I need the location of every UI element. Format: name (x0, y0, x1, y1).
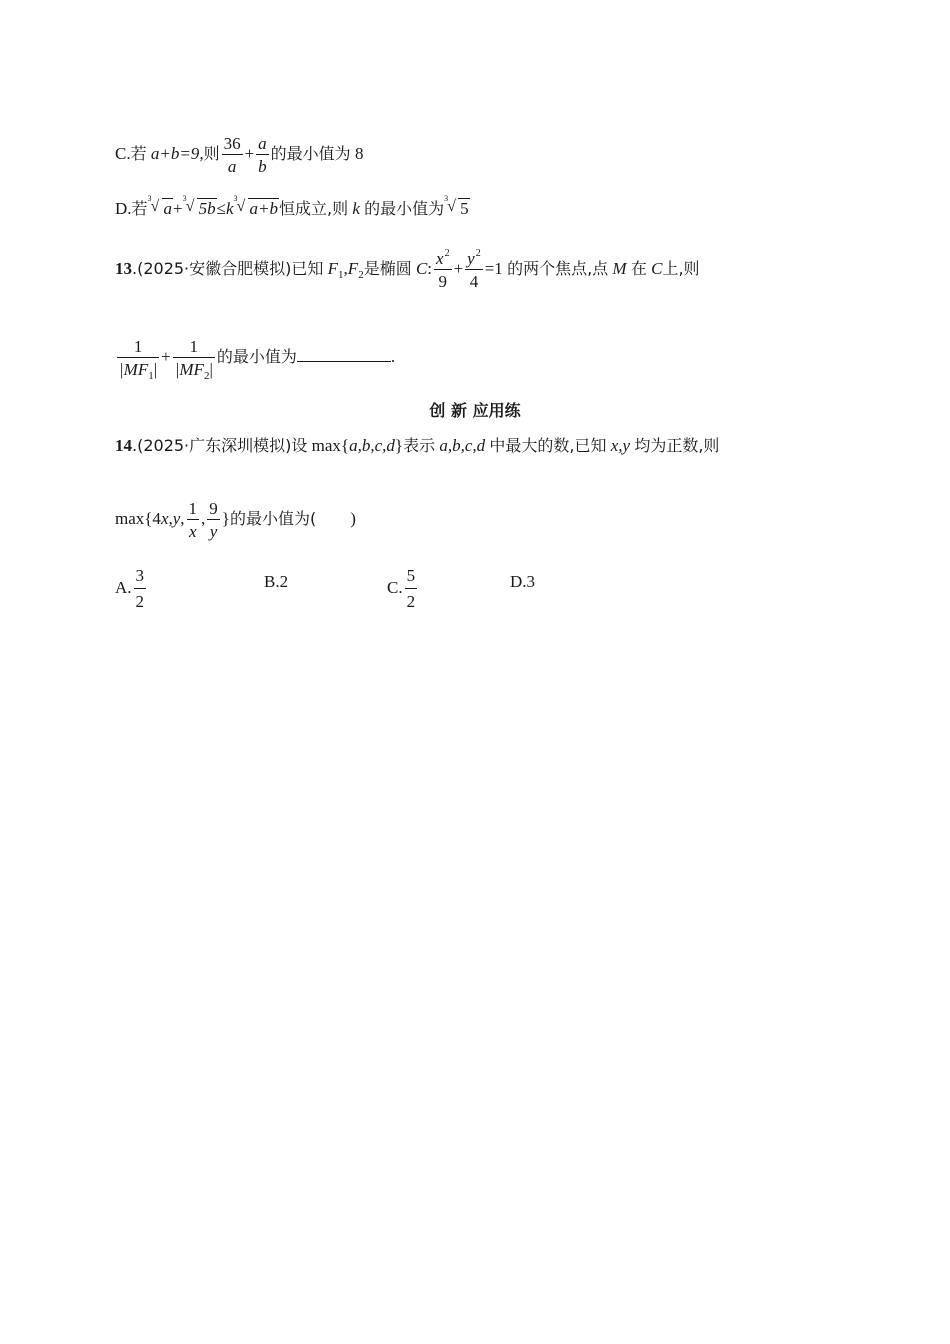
min-value: 8 (354, 143, 364, 163)
denominator: y (207, 519, 220, 540)
numerator: 9 (209, 499, 218, 518)
cube-root-a (147, 194, 174, 218)
abs-bar: | (153, 360, 158, 379)
plus-sign: + (173, 199, 183, 218)
fraction-1-over-mf2 (173, 337, 215, 382)
plus-sign: + (161, 346, 171, 366)
text-given: 已知 (291, 258, 324, 278)
denominator: 2 (405, 588, 418, 612)
text-on: 在 (630, 258, 647, 278)
ellipse-c: C (415, 258, 428, 278)
vars-abcd: a,b,c,d (349, 436, 395, 455)
text-then: 则 (203, 143, 220, 163)
plus-sign: + (453, 258, 464, 278)
radical-sign: √ (150, 198, 160, 215)
exponent: 2 (475, 248, 481, 259)
radicand: a (163, 199, 173, 218)
cube-root-5b (182, 194, 217, 218)
text-positive: 均为正数,则 (634, 436, 720, 455)
ellipse-c: C (651, 258, 663, 278)
choice-value: 3 (526, 572, 536, 591)
exponent: 2 (444, 248, 450, 259)
vars-xy: x,y (610, 436, 631, 455)
subscript: 1 (148, 370, 154, 382)
question-source: .(2025·广东深圳模拟) (132, 436, 292, 455)
k-var: k (352, 199, 360, 218)
denominator-mf: |MF (119, 360, 149, 379)
fraction-y2-over-4 (465, 250, 483, 290)
condition-expr: a+b=9 (150, 143, 200, 163)
text-is-ellipse: 是椭圆 (363, 258, 412, 278)
question-number: 13 (115, 258, 132, 278)
brace-close: } (221, 508, 230, 528)
text-two-foci: 的两个焦点,点 (507, 258, 609, 278)
choice-value: 2 (279, 572, 289, 591)
option-c-line (115, 135, 363, 175)
abs-bar: | (209, 360, 213, 379)
radicand: 5b (198, 199, 216, 218)
text-largest: 中最大的数,已知 (489, 436, 607, 455)
fraction-1-over-mf1 (117, 337, 159, 382)
text-min-value: 的最小值为 (270, 143, 351, 163)
colon: : (427, 258, 433, 278)
x-var: x (160, 508, 169, 528)
text-if: 若 (131, 199, 148, 218)
numerator: 36 (223, 134, 241, 153)
choice-label: B. (264, 572, 280, 591)
choice-c[interactable] (387, 566, 419, 612)
question-13-line-2 (115, 337, 396, 382)
choice-label: D. (510, 572, 527, 591)
equals-one: =1 (484, 258, 503, 278)
choice-label: A. (115, 577, 132, 597)
comma: , (201, 508, 206, 528)
plus-sign: + (244, 143, 255, 163)
comma: , (343, 258, 348, 278)
root-index: 3 (233, 194, 238, 203)
comma: , (168, 508, 173, 528)
paren-close: ) (350, 508, 356, 528)
cube-root-a-plus-b (233, 194, 279, 218)
radical-sign: √ (236, 198, 246, 215)
numerator: 1 (133, 337, 143, 356)
comma: , (199, 143, 204, 163)
radical-sign: √ (447, 198, 456, 215)
root-index: 3 (182, 194, 187, 203)
text-if: 若 (130, 143, 147, 163)
choice-d[interactable] (510, 572, 535, 592)
focus-f2: F (347, 258, 359, 278)
numerator: 5 (406, 566, 416, 585)
text-min-value: 的最小值为 (364, 199, 445, 218)
denominator-mf: |MF (174, 360, 204, 379)
text-always-holds: 恒成立,则 (279, 199, 349, 218)
choice-b[interactable] (264, 572, 288, 592)
choice-a[interactable] (115, 566, 148, 612)
vars-abcd: a,b,c,d (439, 436, 486, 455)
question-14-line-1 (115, 437, 719, 454)
question-source: .(2025·安徽合肥模拟) (132, 258, 292, 278)
denominator: 4 (465, 269, 483, 290)
denominator: 9 (434, 269, 452, 290)
y-var: y (467, 249, 475, 268)
answer-blank[interactable] (297, 347, 391, 362)
y-var: y (172, 508, 181, 528)
option-c-label: C. (115, 143, 131, 163)
fraction-1-over-x (187, 500, 200, 540)
denominator: x (187, 519, 200, 540)
fraction-x2-over-9 (434, 250, 452, 290)
subscript: 2 (358, 268, 364, 281)
numerator: 3 (135, 566, 145, 585)
radical-sign: √ (185, 198, 195, 215)
subscript: 2 (203, 370, 210, 382)
numerator: a (258, 134, 267, 153)
question-13-line-1 (115, 250, 700, 290)
text-means: 表示 (403, 436, 436, 455)
leq-sign: ≤ (216, 199, 226, 218)
point-m: M (612, 258, 627, 278)
root-index: 3 (444, 194, 449, 203)
text-let: 设 (291, 436, 308, 455)
comma: , (180, 508, 185, 528)
text-min-value: 的最小值为 (216, 346, 297, 366)
fraction-5-over-2 (405, 566, 418, 612)
radicand: a+b (249, 199, 279, 218)
numerator: 1 (189, 337, 199, 356)
numerator: 1 (188, 499, 198, 518)
root-index: 3 (147, 194, 152, 203)
text-min-value: 的最小值为( (229, 508, 317, 528)
denominator: a (222, 154, 243, 175)
period: . (390, 346, 396, 366)
max-open-4: max{4 (115, 508, 161, 528)
choice-label: C. (387, 577, 403, 597)
subscript: 1 (338, 268, 344, 281)
denominator: 2 (134, 588, 147, 612)
radicand: 5 (460, 199, 469, 218)
fraction-36-over-a (222, 135, 243, 175)
text-then: 上,则 (662, 258, 700, 278)
fraction-a-over-b (256, 135, 269, 175)
option-d-label: D. (115, 199, 132, 218)
fraction-9-over-y (207, 500, 220, 540)
denominator: b (256, 154, 269, 175)
brace-close: } (394, 436, 404, 455)
k-var: k (225, 199, 234, 218)
question-number: 14 (115, 436, 132, 455)
focus-f1: F (327, 258, 339, 278)
cube-root-5 (444, 194, 470, 218)
max-open: max{ (311, 436, 350, 455)
option-d-line (115, 194, 470, 218)
fraction-3-over-2 (134, 566, 147, 612)
x-var: x (436, 249, 444, 268)
section-heading: 创 新 应用练 (429, 401, 521, 420)
question-14-line-2 (115, 500, 356, 540)
